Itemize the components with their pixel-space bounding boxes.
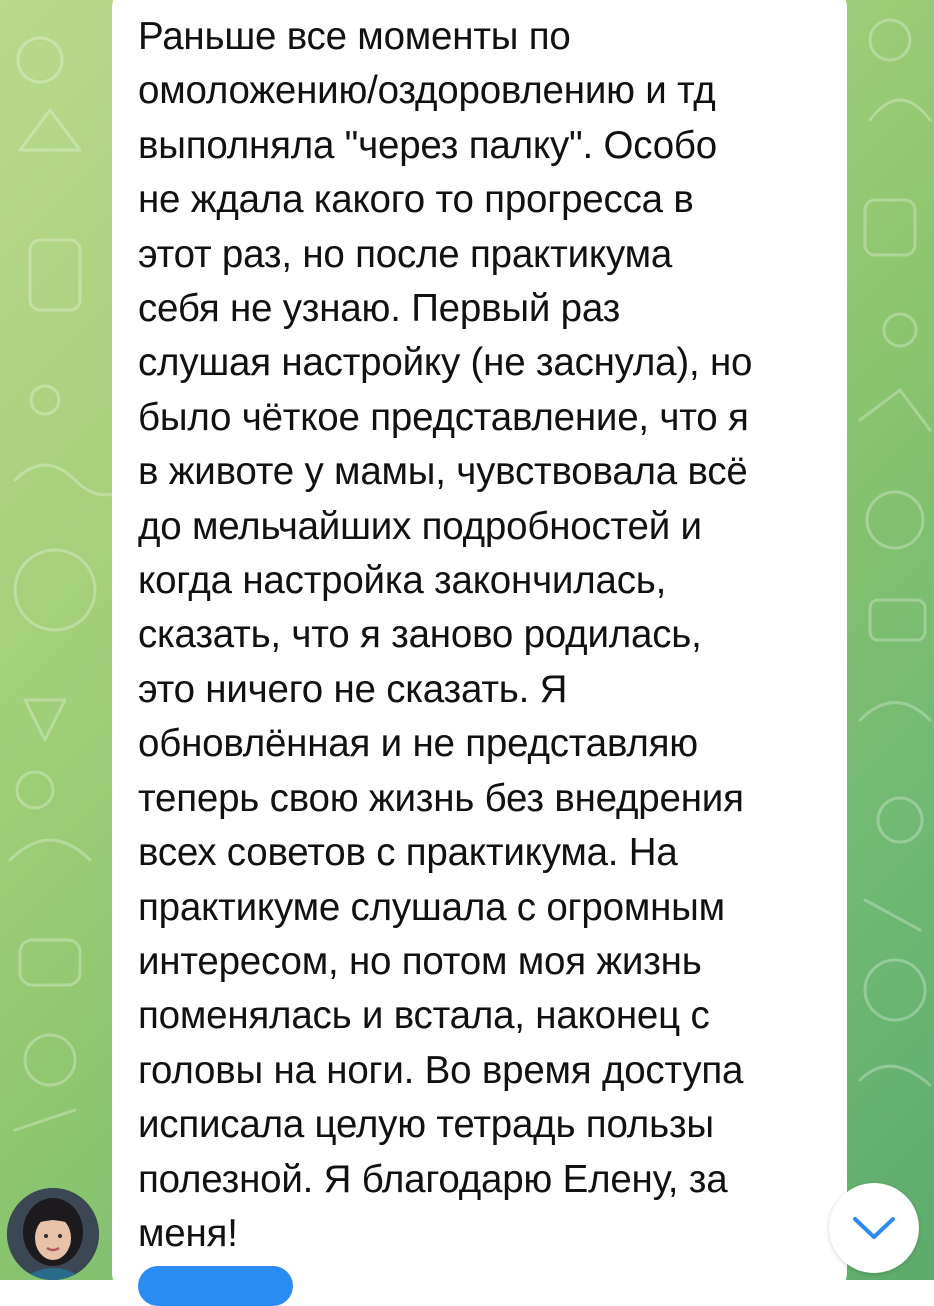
next-message-button[interactable] <box>138 1266 293 1306</box>
message-line: слушая настройку (не заснула), но <box>138 341 753 385</box>
message-line: меня! <box>138 1211 238 1255</box>
message-line: исписала целую тетрадь пользы <box>138 1103 714 1147</box>
message-line: не ждала какого то прогресса в <box>138 178 694 222</box>
message-line: когда настройка закончилась, <box>138 559 667 603</box>
message-line: полезной. Я благодарю Елену, за <box>138 1157 728 1201</box>
message-text <box>138 10 817 1261</box>
message-line: до мельчайших подробностей и <box>138 504 702 548</box>
message-line: обновлённая и не представляю <box>138 722 698 766</box>
scroll-down-button[interactable] <box>829 1183 919 1273</box>
message-line: головы на ноги. Во время доступа <box>138 1048 744 1092</box>
message-line: этот раз, но после практикума <box>138 232 673 276</box>
message-line: поменялась и встала, наконец с <box>138 994 710 1038</box>
message-line: себя не узнаю. Первый раз <box>138 287 621 331</box>
avatar-image <box>7 1188 99 1280</box>
message-line: было чёткое представление, что я <box>138 395 749 439</box>
user-avatar[interactable] <box>7 1188 99 1280</box>
message-line: это ничего не сказать. Я <box>138 667 568 711</box>
message-line: всех советов с практикума. На <box>138 831 678 875</box>
chevron-down-icon <box>851 1214 897 1242</box>
message-line: в животе у мамы, чувствовала всё <box>138 450 748 494</box>
message-line: омоложению/оздоровлению и тд <box>138 69 716 113</box>
message-bubble <box>112 0 847 1300</box>
message-line: теперь свою жизнь без внедрения <box>138 776 744 820</box>
message-line: сказать, что я заново родилась, <box>138 613 702 657</box>
message-line: практикуме слушала с огромным <box>138 885 725 929</box>
message-line: интересом, но потом моя жизнь <box>138 939 702 983</box>
message-line: Раньше все моменты по <box>138 15 571 58</box>
message-line: выполняла "через палку". Особо <box>138 123 717 167</box>
